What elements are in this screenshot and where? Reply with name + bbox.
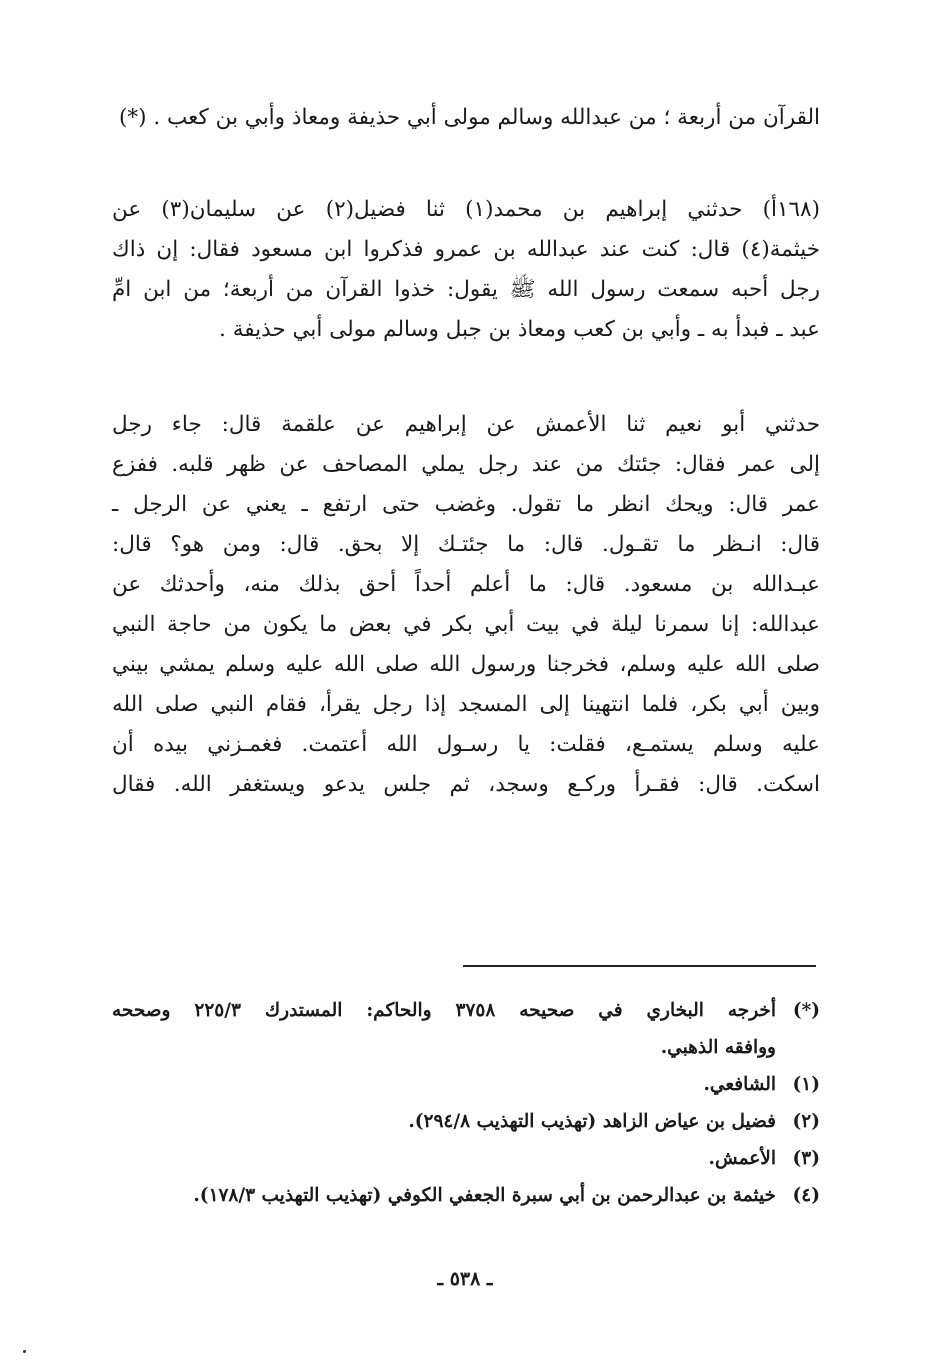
footnote-divider [463,965,816,967]
main-paragraph [112,405,820,805]
footnote-2 [112,1103,820,1140]
text-line: إلى عمر فقال: جئتك من عند رجل يملي المصاحف عن ظهر قلبه. ففزع [112,452,820,477]
footnote-number: (٣) [792,1148,820,1169]
text-line: عبدالله: إنا سمرنا ليلة في بيت أبي بكر في بعض ما يكون من حاجة النبي [112,612,820,637]
text-line: القرآن من أربعة ؛ من عبدالله وسالم مولى أبي حذيفة ومعاذ وأبي بن كعب . (*) [119,105,820,130]
continued-text [112,98,820,138]
text-line: عمر قال: ويحك انظر ما تقول. وغضب حتى ارتفع ـ يعني عن الرجل ـ [112,492,820,517]
footnote-number: (١) [792,1074,820,1095]
text-line: خيثمة(٤) قال: كنت عند عبدالله بن عمرو فذكروا ابن مسعود فقال: إن ذاك [112,237,820,262]
scan-speck [23,1350,26,1353]
footnote-text: الأعمش. [708,1148,776,1169]
footnote-text: أخرجه البخاري في صحيحه ٣٧٥٨ والحاكم: المستدرك ٢٢٥/٣ وصححه [112,1000,776,1021]
text-line: عبد ـ فبدأ به ـ وأبي بن كعب ومعاذ بن جبل وسالم مولى أبي حذيفة . [219,317,820,342]
page-number: ـ ٥٣٨ ـ [437,1268,493,1290]
text-line: عبـدالله بن مسعود. قال: ما أعلم أحداً أحق بذلك منه، وأحدثك عن [112,572,820,597]
text-line: اسكت. قال: فقـرأ وركـع وسجد، ثم جلس يدعو ويستغفر الله. فقال [112,772,820,797]
text-line: (١٦٨أ) حدثني إبراهيم بن محمد(١) ثنا فضيل(٢) عن سليمان(٣) عن [112,197,820,222]
text-line: صلى الله عليه وسلم، فخرجنا ورسول الله صلى الله عليه وسلم يمشي بيني [112,652,820,677]
footnote-text: فضيل بن عياض الزاهد (تهذيب التهذيب ٢٩٤/٨). [408,1111,776,1132]
footnotes [112,992,820,1214]
hadith-168-paragraph [112,190,820,350]
footnote-3 [112,1140,820,1177]
footnote-4 [112,1177,820,1214]
footnote-number: (*) [792,1000,820,1021]
footnote-1 [112,1066,820,1103]
footnote-text: الشافعي. [703,1074,776,1095]
footnote-number: (٢) [792,1111,820,1132]
text-line: قال: انـظر ما تقـول. قال: ما جئتـك إلا بحق. قال: ومن هو؟ قال: [112,532,820,557]
text-line: وبين أبي بكر، فلما انتهينا إلى المسجد إذا رجل يقرأ، فقام النبي صلى الله [112,692,820,717]
text-line: رجل أحبه سمعت رسول الله ﷺ يقول: خذوا القرآن من أربعة؛ من ابن امِّ [112,277,820,302]
footnote-star [112,992,820,1066]
footnote-text: خيثمة بن عبدالرحمن بن أبي سبرة الجعفي الكوفي (تهذيب التهذيب ١٧٨/٣). [193,1185,776,1206]
footnote-number: (٤) [792,1185,820,1206]
text-line: عليه وسلم يستمـع، فقلت: يا رسـول الله أعتمت. فغمـزني بيده أن [112,732,820,757]
text-line: حدثني أبو نعيم ثنا الأعمش عن إبراهيم عن علقمة قال: جاء رجل [112,412,820,437]
footnote-text-continued: ووافقه الذهبي. [660,1037,776,1058]
